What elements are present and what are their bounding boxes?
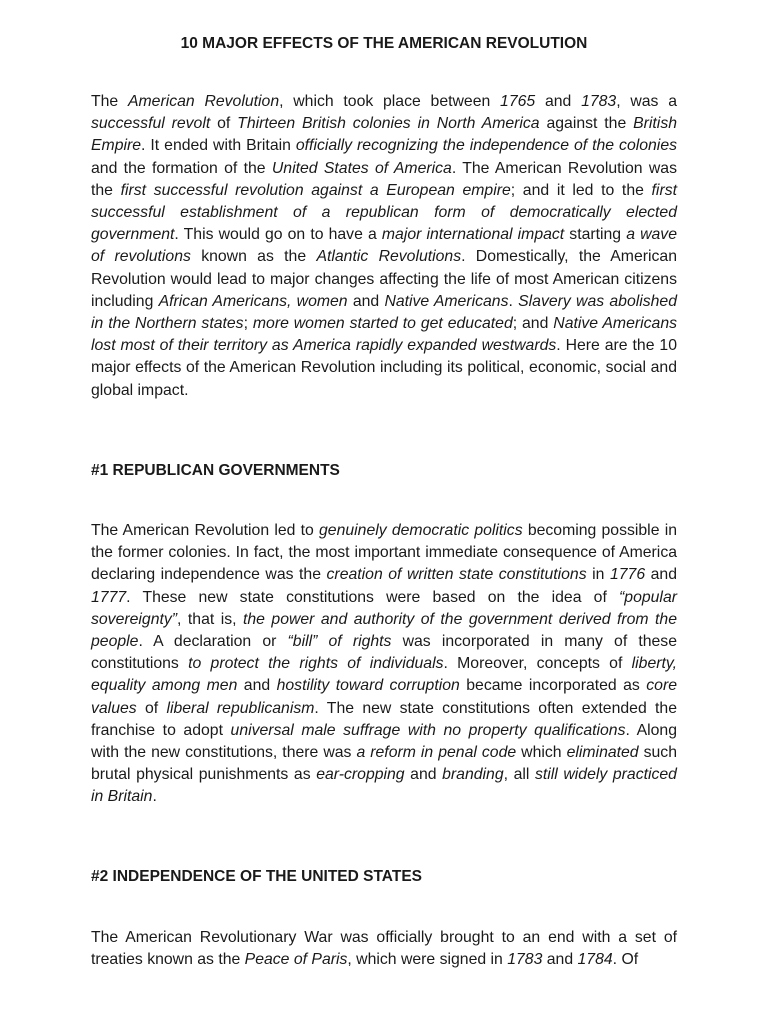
italic-text: “popular sovereignty” [91,588,677,628]
italic-text: Native Americans [384,292,509,310]
italic-text: creation of written state constitutions [326,566,587,584]
italic-text: Thirteen British colonies in North America [237,115,540,133]
italic-text: “bill” of rights [287,633,392,651]
italic-text: liberty, equality among men [91,655,677,695]
italic-text: more women started to get educated [252,315,513,333]
italic-text: 1783 [581,93,617,110]
section-heading-republican-governments: #1 REPUBLICAN GOVERNMENTS [91,462,340,479]
italic-text: 1765 [500,93,536,110]
italic-text: successful revolt [91,115,211,133]
italic-text: Native Americans lost most of their territory as America rapidly expanded westwards [91,315,678,355]
italic-text: branding [442,766,504,784]
italic-text: African Americans, women [158,292,348,310]
document-title: 10 MAJOR EFFECTS OF THE AMERICAN REVOLUTION [180,35,588,52]
italic-text: British Empire [91,115,677,155]
italic-text: eliminated [566,744,639,762]
italic-text: a reform in penal code [356,744,517,762]
section-paragraph-republican-governments: The American Revolution led to genuinely democratic politics becoming possible in the former colonies. In fact, the most important immediate consequence of America declaring independence was the creation of written state constitutions in 1776 and 1777. These new state constitutions were based on the idea of “popular sovereignty”, that is, the power and authority of the government derived from the people. A declaration or “bill” of rights was incorporated in many of these constitutions to protect the rights of individuals. Moreover, concepts of liberty, equality among men and hostility toward corruption became incorporated as core values of liberal republicanism. The new state constitutions often extended the franchise to adopt universal male suffrage with no property qualifications. Along with the new constitutions, there was a reform in penal code which eliminated such brutal physical punishments as ear-cropping and branding, all still widely practiced in Britain. [91,522,678,806]
italic-text: 1777 [91,588,127,606]
italic-text: first successful establishment of a republican form of democratically elected government [91,181,677,244]
italic-text: 1776 [609,566,646,584]
italic-text: first successful revolution against a European empire [120,181,511,199]
intro-paragraph: The American Revolution, which took place between 1765 and 1783, was a successful revolt of Thirteen British colonies in North America against the British Empire. It ended with Britain officially recognizing the independence of the colonies and the formation of the United States of America. The American Revolution was the first successful revolution against a European empire; and it led to the first successful establishment of a republican form of democratically elected government. This would go on to have a major international impact starting a wave of revolutions known as the Atlantic Revolutions. Domestically, the American Revolution would lead to major changes affecting the life of most American citizens including African Americans, women and Native Americans. Slavery was abolished in the Northern states; more women started to get educated; and Native Americans lost most of their territory as America rapidly expanded westwards. Here are the 10 major effects of the American Revolution including its political, economic, social and global impact. [91,93,678,399]
italic-text: still widely practiced in Britain [91,766,677,806]
italic-text: hostility toward corruption [276,677,460,695]
italic-text: American Revolution [127,93,280,110]
italic-text: Atlantic Revolutions [316,248,462,266]
italic-text: core values [91,677,677,717]
italic-text: major international impact [381,226,565,244]
section-heading-independence: #2 INDEPENDENCE OF THE UNITED STATES [91,868,422,885]
italic-text: to protect the rights of individuals [188,655,444,673]
italic-text: liberal republicanism [166,699,315,717]
italic-text: 1783 [507,951,543,969]
italic-text: 1784 [577,951,613,969]
italic-text: genuinely democratic politics [319,522,523,539]
italic-text: Slavery was abolished in the Northern states [91,292,677,333]
italic-text: universal male suffrage with no property qualifications [230,721,626,739]
italic-text: Peace of Paris [244,951,348,969]
italic-text: United States of America [271,159,452,177]
italic-text: officially recognizing the independence of the colonies [295,137,677,155]
section-paragraph-independence: The American Revolutionary War was officially brought to an end with a set of treaties known as the Peace of Paris, which were signed in 1783 and 1784. Of [91,929,677,969]
italic-text: the power and authority of the government derived from the people [91,610,677,651]
italic-text: ear-cropping [316,766,405,784]
italic-text: a wave of revolutions [91,226,677,266]
